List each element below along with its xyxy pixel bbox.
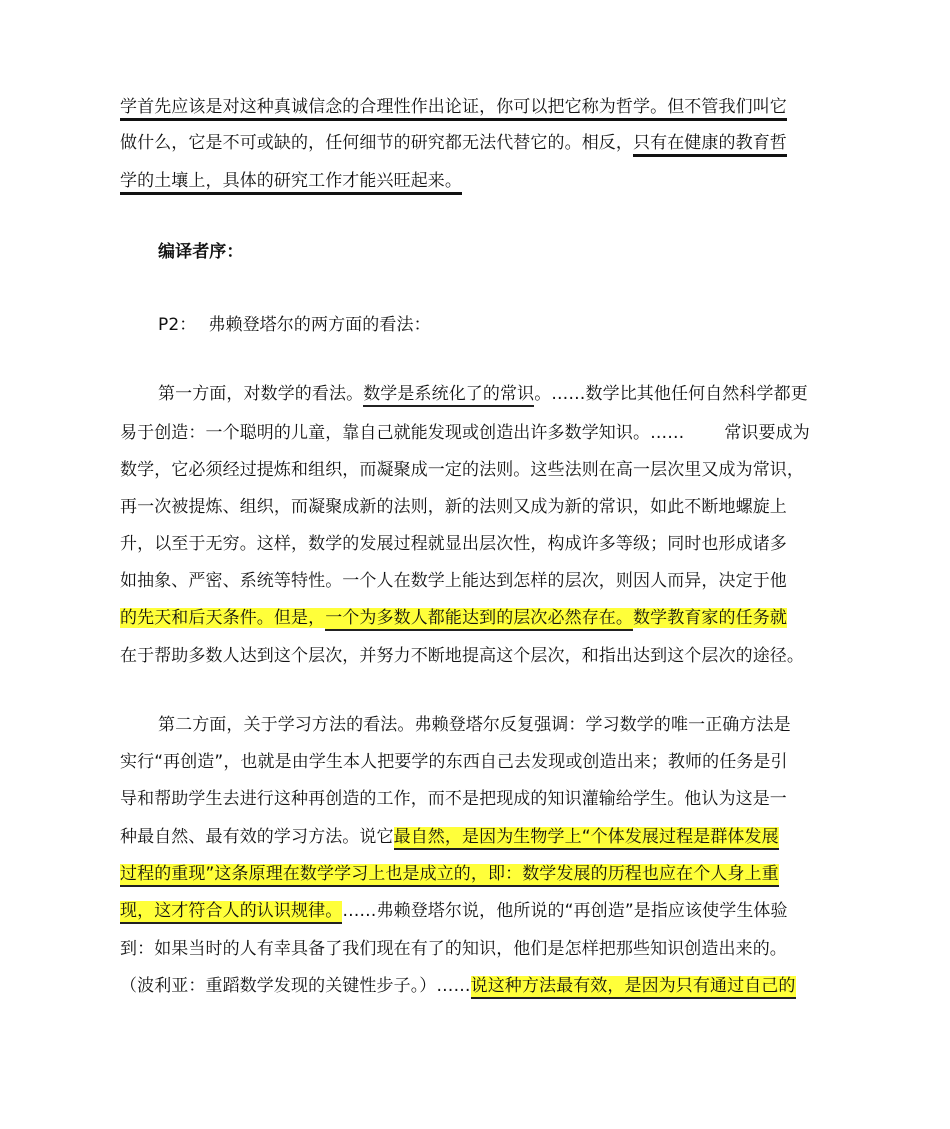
paragraph-line	[120, 606, 787, 630]
highlighted-underlined-text: 现，这才符合人的认识规律。	[120, 901, 342, 924]
text-segment: 第一方面，对数学的看法。	[158, 384, 364, 404]
section-heading: 编译者序：	[158, 242, 244, 262]
paragraph-line: 到：如果当时的人有幸具备了我们现在有了的知识，他们是怎样把那些知识创造出来的。	[120, 939, 787, 959]
paragraph-line	[120, 131, 787, 155]
paragraph-line	[120, 862, 779, 886]
paragraph-line	[120, 825, 779, 849]
underlined-text: 学的土壤上，具体的研究工作才能兴旺起来。	[120, 171, 462, 195]
paragraph-line: 升，以至于无穷。这样，数学的发展过程就显出层次性，构成许多等级；同时也形成诸多	[120, 534, 787, 554]
paragraph-line	[120, 974, 796, 998]
paragraph-line	[120, 169, 462, 193]
text-segment: 易于创造：一个聪明的儿童，靠自己就能发现或创造出许多数学知识。……	[120, 423, 685, 443]
paragraph-line: 如抽象、严密、系统等特性。一个人在数学上能达到怎样的层次，则因人而异，决定于他	[120, 571, 787, 591]
text-segment: ……弗赖登塔尔说，他所说的“再创造”是指应该使学生体验	[342, 901, 788, 921]
paragraph-line	[158, 382, 808, 406]
paragraph-line	[120, 899, 788, 923]
highlighted-text: 数学教育家的任务就	[633, 608, 787, 628]
paragraph-line: 数学，它必须经过提炼和组织，而凝聚成一定的法则。这些法则在高一层次里又成为常识，	[120, 460, 804, 480]
underlined-text: 只有在健康的教育哲	[633, 133, 787, 157]
highlighted-underlined-text: 一个为多数人都能达到的层次必然存在。	[325, 608, 633, 631]
underlined-text: 学首先应该是对这种真诚信念的合理性作出论证，你可以把它称为哲学。但不管我们叫它	[120, 97, 787, 121]
text-segment: （波利亚：重蹈数学发现的关键性步子。）……	[120, 976, 471, 996]
paragraph-line: 在于帮助多数人达到这个层次，并努力不断地提高这个层次，和指出达到这个层次的途径。	[120, 646, 804, 666]
p2-label: P2：	[158, 315, 197, 335]
text-segment: 做什么，它是不可或缺的，任何细节的研究都无法代替它的。相反，	[120, 133, 633, 153]
paragraph-line	[120, 95, 787, 119]
paragraph-line: 实行“再创造”，也就是由学生本人把要学的东西自己去发现或创造出来；教师的任务是引	[120, 752, 788, 772]
highlighted-text: 的先天和后天条件。但是，	[120, 608, 326, 628]
underlined-text: 数学是系统化了的常识	[363, 384, 534, 407]
text-segment: 种最自然、最有效的学习方法。说它	[120, 827, 394, 847]
highlighted-underlined-text: 说这种方法最有效，是因为只有通过自己的	[471, 976, 796, 999]
text-segment: 常识要成为	[724, 423, 810, 443]
paragraph-line: 第二方面，关于学习方法的看法。弗赖登塔尔反复强调：学习数学的唯一正确方法是	[158, 715, 791, 735]
p2-title: 弗赖登塔尔的两方面的看法：	[208, 315, 431, 335]
paragraph-line	[120, 421, 810, 445]
text-segment: 。……数学比其他任何自然科学都更	[534, 384, 808, 404]
highlighted-underlined-text: 最自然，是因为生物学上“个体发展过程是群体发展	[394, 827, 779, 850]
paragraph-line: 再一次被提炼、组织，而凝聚成新的法则，新的法则又成为新的常识，如此不断地螺旋上	[120, 497, 787, 517]
highlighted-underlined-text: 过程的重现”这条原理在数学学习上也是成立的，即：数学发展的历程也应在个人身上重	[120, 864, 779, 887]
p2-line	[158, 313, 431, 337]
paragraph-line: 导和帮助学生去进行这种再创造的工作，而不是把现成的知识灌输给学生。他认为这是一	[120, 789, 787, 809]
